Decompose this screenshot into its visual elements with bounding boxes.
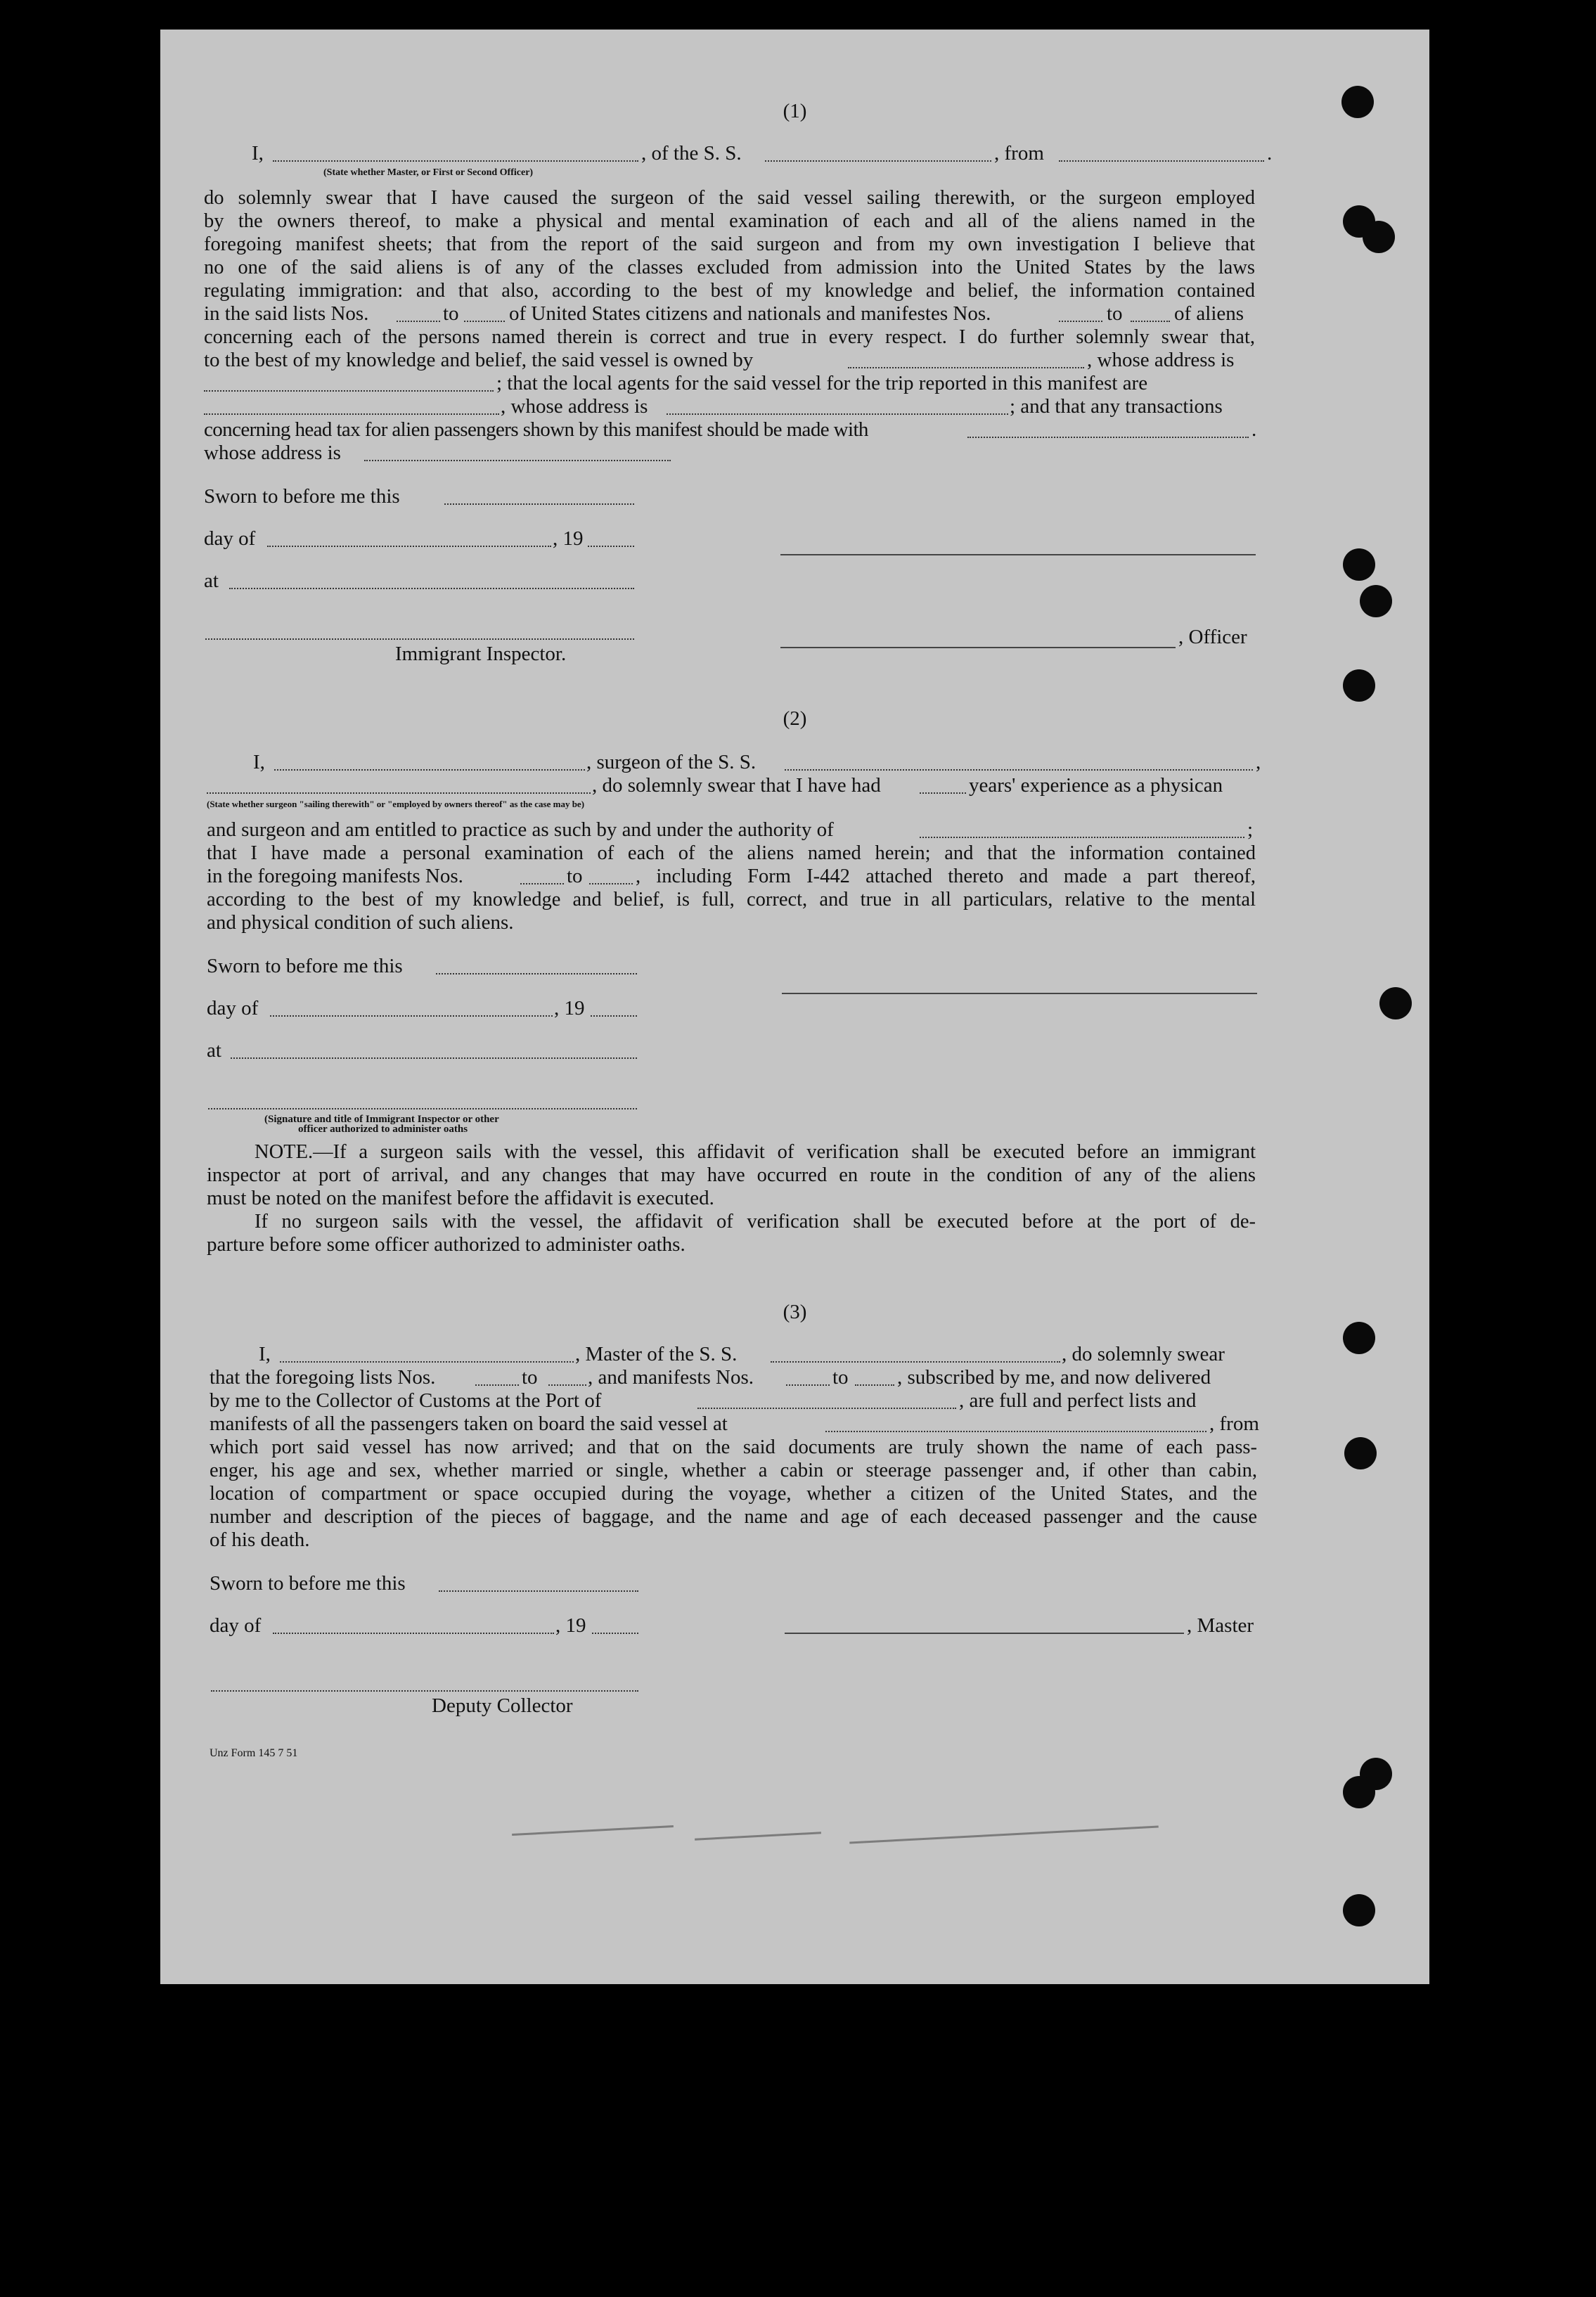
s3-line-6: enger, his age and sex, whether married or single, whether a cabin or steerage passenger and, if other than cabin, <box>210 1460 1257 1481</box>
s1-manifests-label: of United States citizens and nationals and manifestes Nos. <box>509 302 991 325</box>
punch-hole <box>1363 221 1395 253</box>
s1-head-tax-period: . <box>1251 418 1257 441</box>
s1-local-agents-field[interactable] <box>204 413 499 415</box>
s2-surgeon-status-field[interactable] <box>207 792 591 794</box>
faint-signature-mark <box>695 1832 821 1840</box>
s2-authority-label: and surgeon and am entitled to practice as such by and under the authority of <box>207 818 834 841</box>
s3-line-8: number and description of the pieces of baggage, and the name and age of each deceased passenger and the cause <box>210 1506 1257 1528</box>
s2-line-6: according to the best of my knowledge and belief, is full, correct, and true in all particulars, relative to the mental <box>207 889 1256 911</box>
s3-sworn-date-field[interactable] <box>439 1590 638 1592</box>
s1-line-3: foregoing manifest sheets; that from the report of the said surgeon and from my own investigation I believe that <box>204 233 1255 255</box>
s3-lists-to-label: to <box>522 1366 538 1389</box>
s1-lists-to-field[interactable] <box>464 321 505 322</box>
s2-note-line-5: parture before some officer authorized to administer oaths. <box>207 1233 686 1256</box>
s3-master-of-label: , Master of the S. S. <box>575 1343 738 1365</box>
s1-local-agents-label: ; that the local agents for the said vessel for the trip reported in this manifest are <box>496 372 1148 394</box>
section-2-number: (2) <box>783 707 807 730</box>
s2-line-4: that I have made a personal examination of each of the aliens named herein; and that the information contained <box>207 842 1256 864</box>
s3-from-label: , from <box>1209 1413 1259 1435</box>
s1-owner-address-label: , whose address is <box>1087 349 1235 371</box>
s1-head-tax-field[interactable] <box>967 437 1249 438</box>
punch-hole <box>1343 548 1375 581</box>
s2-comma: , <box>1256 751 1261 773</box>
s1-line-4: no one of the said aliens is of any of the classes excluded from admission into the United States by the laws <box>204 257 1255 278</box>
s2-semicolon: ; <box>1247 818 1254 841</box>
s1-manifests-to-field[interactable] <box>1131 321 1170 322</box>
s1-lists-from-field[interactable] <box>397 321 440 322</box>
punch-hole <box>1344 1437 1377 1469</box>
s1-vessel-field[interactable] <box>765 160 991 162</box>
s3-manifests-from-field[interactable] <box>786 1384 830 1386</box>
s2-month-field[interactable] <box>270 1015 553 1017</box>
s3-month-field[interactable] <box>273 1633 554 1634</box>
s2-note-line-1: NOTE.—If a surgeon sails with the vessel, this affidavit of verification shall be executed before an immigrant <box>255 1141 1256 1163</box>
s3-manifests-label: , and manifests Nos. <box>588 1366 754 1389</box>
s1-i-label: I, <box>252 142 264 165</box>
s2-manifests-label: in the foregoing manifests Nos. <box>207 865 463 887</box>
s3-master-signature-line[interactable] <box>785 1633 1184 1634</box>
s3-subscribed-label: , subscribed by me, and now delivered <box>897 1366 1211 1389</box>
s2-surgeon-name-field[interactable] <box>274 769 585 771</box>
s2-inspector-signature-line[interactable] <box>208 1108 637 1109</box>
punch-hole <box>1360 585 1392 617</box>
s3-lists-label: that the foregoing lists Nos. <box>210 1366 436 1389</box>
s1-manifests-from-field[interactable] <box>1059 321 1102 322</box>
s3-swear-label: , do solemnly swear <box>1062 1343 1225 1365</box>
punch-hole <box>1343 1322 1375 1354</box>
s1-year-field[interactable] <box>588 546 634 547</box>
s3-line-5: which port said vessel has now arrived; and that on the said documents are truly shown the name of each pass- <box>210 1436 1257 1458</box>
s2-years-label: years' experience as a physican <box>969 774 1223 797</box>
s3-embark-port-field[interactable] <box>825 1431 1206 1432</box>
s1-from-port-field[interactable] <box>1059 160 1264 162</box>
s3-year-label: , 19 <box>555 1614 586 1637</box>
s3-collector-label: Deputy Collector <box>432 1694 573 1717</box>
s3-line-9: of his death. <box>210 1529 310 1551</box>
s3-manifests-to-field[interactable] <box>855 1384 894 1386</box>
s3-manifests-to-label: to <box>832 1366 849 1389</box>
s2-sworn-label: Sworn to before me this <box>207 955 403 977</box>
punch-hole <box>1341 86 1374 118</box>
s1-inspector-signature-line[interactable] <box>205 638 634 640</box>
s2-year-label: , 19 <box>554 997 585 1019</box>
s1-sworn-label: Sworn to before me this <box>204 485 400 508</box>
s1-owner-address-field[interactable] <box>204 390 494 392</box>
punch-hole <box>1343 1894 1375 1926</box>
s3-year-field[interactable] <box>592 1633 638 1634</box>
s1-sworn-date-field[interactable] <box>444 503 634 505</box>
s2-note-surgeon: (State whether surgeon "sailing therewith" or "employed by owners thereof" as the case may be) <box>207 799 585 809</box>
s2-at-label: at <box>207 1039 221 1062</box>
s1-officer-line[interactable] <box>780 647 1176 648</box>
s1-inspector-label: Immigrant Inspector. <box>395 643 567 665</box>
s1-head-tax-label: concerning head tax for alien passengers shown by this manifest should be made with <box>204 418 868 441</box>
s2-sworn-date-field[interactable] <box>436 973 637 974</box>
s1-officer-label: , Officer <box>1178 626 1247 648</box>
s1-line-2: by the owners thereof, to make a physical and mental examination of each and all of the aliens named in the <box>204 210 1255 232</box>
s1-place-field[interactable] <box>229 588 634 589</box>
s1-line-1: do solemnly swear that I have caused the surgeon of the said vessel sailing therewith, or the surgeon employed <box>204 187 1255 209</box>
faint-signature-mark <box>512 1825 674 1836</box>
s2-line-7: and physical condition of such aliens. <box>207 911 514 934</box>
s2-authority-field[interactable] <box>920 837 1244 838</box>
s2-note-line-2: inspector at port of arrival, and any changes that may have occurred en route in the condition of any of the aliens <box>207 1164 1256 1186</box>
s2-note-line-4: If no surgeon sails with the vessel, the affidavit of verification shall be executed before at the port of de- <box>255 1211 1256 1233</box>
punch-hole <box>1379 987 1412 1019</box>
s1-period: . <box>1267 142 1273 165</box>
s3-port-field[interactable] <box>697 1408 956 1409</box>
s2-note-line-3: must be noted on the manifest before the affidavit is executed. <box>207 1187 714 1209</box>
s3-line-7: location of compartment or space occupied during the voyage, whether a citizen of the United States, and the <box>210 1483 1257 1505</box>
form-id: Unz Form 145 7 51 <box>210 1747 298 1759</box>
s1-year-label: , 19 <box>553 527 584 550</box>
s1-line-5: regulating immigration: and that also, according to the best of my knowledge and belief, the information contained <box>204 280 1255 302</box>
s3-i-label: I, <box>259 1343 271 1365</box>
s1-from-label: , from <box>994 142 1044 165</box>
punch-hole <box>1343 1776 1375 1808</box>
punch-hole <box>1343 669 1375 702</box>
faint-signature-mark <box>849 1825 1159 1844</box>
s1-of-ss-label: , of the S. S. <box>641 142 742 165</box>
s2-surgeon-of-label: , surgeon of the S. S. <box>586 751 757 773</box>
s2-manifests-to-field[interactable] <box>589 883 633 884</box>
s2-swear-label: , do solemnly swear that I have had <box>592 774 881 797</box>
s2-sig-note-2: officer authorized to administer oaths <box>298 1124 468 1135</box>
s1-head-tax-address-field[interactable] <box>364 460 671 461</box>
s3-taken-on-board-label: manifests of all the passengers taken on board the said vessel at <box>210 1413 728 1435</box>
s1-transactions-label: ; and that any transactions <box>1010 395 1223 418</box>
s3-vessel-field[interactable] <box>771 1361 1060 1363</box>
s1-note-master: (State whether Master, or First or Second Officer) <box>323 167 534 178</box>
s2-year-field[interactable] <box>591 1015 637 1017</box>
s3-master-name-field[interactable] <box>280 1361 574 1363</box>
s3-sworn-label: Sworn to before me this <box>210 1572 406 1595</box>
s1-line-7: concerning each of the persons named therein is correct and true in every respect. I do further solemnly swear that, <box>204 326 1255 348</box>
s1-month-field[interactable] <box>267 546 551 547</box>
s3-collector-signature-line[interactable] <box>211 1690 638 1692</box>
s3-lists-from-field[interactable] <box>475 1384 519 1386</box>
s1-lists-to-label: to <box>443 302 459 325</box>
s1-owned-by-label: to the best of my knowledge and belief, the said vessel is owned by <box>204 349 754 371</box>
section-3-number: (3) <box>783 1301 807 1323</box>
s1-whose-address-label: whose address is <box>204 442 341 464</box>
section-1-number: (1) <box>783 100 807 122</box>
s1-of-aliens-label: of aliens <box>1174 302 1244 325</box>
s1-lists-label: in the said lists Nos. <box>204 302 369 325</box>
s2-vessel-field[interactable] <box>785 769 1253 771</box>
s1-officer-signature-line[interactable] <box>780 554 1256 555</box>
s1-officer-name-field[interactable] <box>273 160 638 162</box>
s1-day-of-label: day of <box>204 527 256 550</box>
s2-manifests-from-field[interactable] <box>520 883 564 884</box>
s2-form-label: , including Form I-442 attached thereto and made a part thereof, <box>636 866 1256 887</box>
form-page <box>160 30 1429 1984</box>
s2-surgeon-signature-line[interactable] <box>782 993 1257 994</box>
s2-place-field[interactable] <box>231 1057 637 1059</box>
s1-at-label: at <box>204 570 219 592</box>
s1-owner-field[interactable] <box>848 367 1084 368</box>
s2-manifests-to-label: to <box>567 865 583 887</box>
s3-perfect-lists-label: , are full and perfect lists and <box>959 1389 1197 1412</box>
s2-day-of-label: day of <box>207 997 259 1019</box>
s2-years-field[interactable] <box>920 792 966 794</box>
s3-master-label: , Master <box>1187 1614 1254 1637</box>
s3-day-of-label: day of <box>210 1614 262 1637</box>
s2-sig-note-1: (Signature and title of Immigrant Inspector or other <box>264 1114 499 1125</box>
s1-agents-address-label: , whose address is <box>501 395 648 418</box>
s1-manifests-to-label: to <box>1107 302 1123 325</box>
s3-lists-to-field[interactable] <box>548 1384 586 1386</box>
s3-port-label: by me to the Collector of Customs at the Port of <box>210 1389 602 1412</box>
s1-agents-address-field[interactable] <box>667 413 1008 415</box>
s2-i-label: I, <box>253 751 265 773</box>
